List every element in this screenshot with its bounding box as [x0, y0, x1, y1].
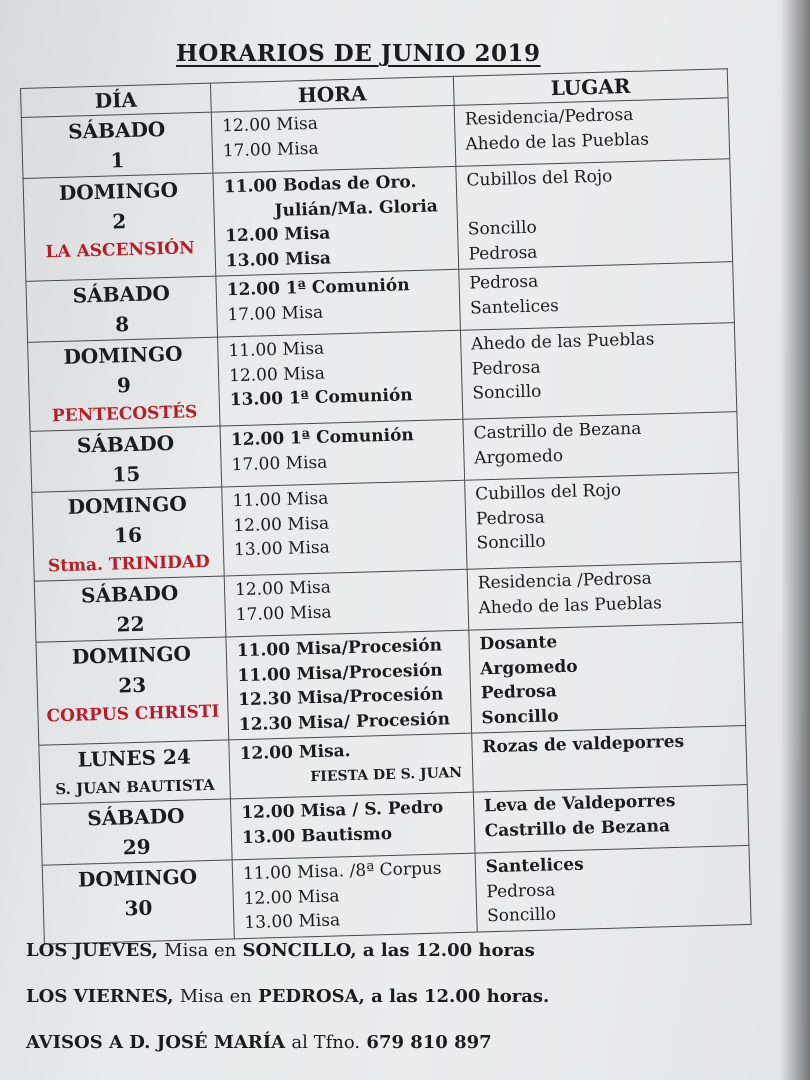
feast-label: S. JUAN BAUTISTA [55, 775, 215, 799]
place-cell [460, 323, 737, 420]
hour-cell [222, 480, 467, 576]
place-entry: Soncillo [486, 904, 557, 927]
place-entry: Residencia /Pedrosa [477, 568, 652, 594]
day-number: 2 [111, 209, 127, 234]
place-entry: Pedrosa [471, 357, 541, 379]
day-name: SÁBADO [67, 116, 166, 144]
place-cell [456, 159, 733, 270]
place-cell [464, 473, 741, 570]
day-cell [26, 276, 218, 342]
note-friday [26, 982, 549, 1028]
notes-section [26, 936, 549, 1074]
header-day: DÍA [21, 83, 212, 117]
hour-entry: 12.00 Misa [243, 885, 340, 909]
day-name: SÁBADO [72, 280, 171, 308]
place-entry: Pedrosa [486, 879, 556, 902]
day-name: DOMINGO [67, 491, 188, 519]
day-cell [21, 112, 213, 178]
page-title: HORARIOS DE JUNIO 2019 [176, 40, 541, 67]
hour-entry: 13.00 Misa [233, 537, 331, 561]
feast-label: LA ASCENSIÓN [45, 238, 195, 263]
feast-label: PENTECOSTÉS [51, 402, 198, 427]
hour-cell [232, 853, 477, 938]
day-number: 15 [112, 461, 141, 487]
hour-entry: 12.30 Misa/ Procesión [238, 708, 451, 735]
hour-entry: 12.00 1ª Comunión [230, 425, 415, 451]
hour-cell [216, 269, 460, 337]
hour-entry: 13.00 1ª Comunión [229, 385, 413, 411]
hour-entry: 12.00 Misa [228, 363, 326, 386]
place-entry: Cubillos del Rojo [466, 166, 613, 191]
place-entry: Leva de Valdeporres [483, 790, 676, 817]
day-cell [41, 799, 233, 865]
place-entry: Soncillo [467, 217, 538, 240]
hour-entry: 12.00 Misa [224, 223, 331, 247]
hour-entry: 12.30 Misa/Procesión [237, 684, 444, 711]
day-cell [34, 576, 226, 642]
hour-entry: 11.00 Misa [232, 488, 329, 512]
hour-entry: 17.00 Misa [235, 602, 332, 625]
place-cell [475, 845, 751, 931]
day-cell [42, 860, 234, 944]
place-cell [473, 784, 749, 853]
day-name: DOMINGO [58, 177, 179, 205]
day-name: DOMINGO [71, 641, 192, 669]
place-entry: Argomedo [479, 656, 578, 679]
hour-entry: Julián/Ma. Gloria [274, 195, 439, 221]
hour-entry: 11.00 Misa/Procesión [236, 635, 443, 662]
header-hour: HORA [210, 76, 453, 112]
day-number: 1 [110, 148, 125, 173]
note-thursday-time: a las 12.00 horas [362, 940, 535, 961]
hour-cell [211, 105, 455, 173]
hour-entry: 11.00 Misa [228, 338, 325, 362]
place-entry: Soncillo [481, 705, 559, 728]
place-entry: Residencia/Pedrosa [464, 104, 634, 130]
hour-cell [226, 630, 472, 740]
hour-entry: 11.00 Bodas de Oro. [223, 171, 417, 198]
note-thursday-text: Misa en [164, 940, 237, 961]
hour-entry: 13.00 Misa [225, 247, 332, 271]
note-friday-time: a las 12.00 horas. [371, 986, 550, 1007]
place-cell [471, 725, 747, 792]
place-entry: Castrillo de Bezana [473, 418, 642, 444]
day-number: 29 [122, 834, 151, 860]
schedule-table [20, 68, 752, 944]
day-name: DOMINGO [77, 864, 198, 892]
place-cell [467, 562, 743, 631]
place-entry: Rozas de valdeporres [482, 731, 685, 758]
hour-entry: 12.00 Misa [221, 113, 319, 137]
day-name: LUNES 24 [77, 744, 192, 772]
day-number: 16 [113, 522, 143, 548]
hour-cell [224, 569, 468, 637]
day-cell [32, 487, 224, 581]
hour-cell [220, 419, 464, 487]
hour-entry: 13.00 Bautismo [241, 823, 393, 848]
place-cell [469, 623, 746, 734]
note-contact-label: al Tfno. [291, 1032, 361, 1053]
day-number: 22 [116, 611, 145, 637]
day-cell [28, 337, 220, 431]
day-cell [23, 173, 216, 281]
place-entry: Argomedo [473, 445, 564, 468]
note-friday-text: Misa en [179, 986, 252, 1007]
note-thursday-place: SONCILLO, [242, 940, 357, 961]
hour-entry: FIESTA DE S. JUAN [310, 764, 463, 785]
header-place: LUGAR [453, 69, 728, 106]
day-cell [36, 637, 229, 745]
place-cell [458, 262, 734, 331]
day-number: 30 [124, 895, 153, 921]
day-name: SÁBADO [76, 430, 175, 458]
hour-entry: 17.00 Misa [231, 452, 328, 475]
note-thursday-day: LOS JUEVES, [26, 940, 158, 961]
note-thursday [26, 936, 549, 982]
hour-entry: 12.00 Misa / S. Pedro [241, 797, 444, 824]
note-friday-place: PEDROSA, [258, 986, 365, 1007]
day-name: SÁBADO [80, 580, 179, 608]
table-row [36, 623, 746, 746]
hour-cell [230, 792, 474, 860]
hour-cell [218, 330, 463, 426]
feast-label: CORPUS CHRISTI [46, 701, 220, 727]
hour-entry: 13.00 Misa [244, 910, 341, 934]
hour-cell [229, 733, 473, 799]
place-cell [454, 98, 730, 167]
place-entry: Ahedo de las Pueblas [470, 329, 655, 355]
feast-label: Stma. TRINIDAD [47, 551, 211, 577]
place-entry: Dosante [479, 632, 558, 655]
hour-entry: 12.00 Misa [233, 513, 330, 536]
place-entry: Soncillo [472, 381, 542, 404]
place-entry: Cubillos del Rojo [475, 480, 622, 505]
day-number: 8 [114, 312, 130, 337]
hour-entry: 12.00 Misa [234, 577, 332, 601]
day-cell [30, 426, 222, 492]
hour-entry: 12.00 Misa. [239, 741, 351, 765]
note-contact-phone: 679 810 897 [366, 1032, 492, 1053]
note-contact-name: AVISOS A D. JOSÉ MARÍA [26, 1032, 286, 1053]
hour-entry: 17.00 Misa [227, 302, 324, 325]
place-entry: Pedrosa [469, 271, 539, 294]
day-cell [39, 740, 231, 804]
hour-entry: 11.00 Misa/Procesión [237, 659, 443, 686]
page-edge-shadow [780, 0, 810, 1080]
place-entry: Santelices [469, 295, 560, 319]
place-entry: Ahedo de las Pueblas [478, 592, 663, 618]
place-cell [463, 412, 739, 481]
hour-cell [213, 166, 459, 276]
day-name: SÁBADO [87, 803, 185, 831]
hour-entry: 11.00 Misa. /8ª Corpus [242, 858, 442, 885]
note-contact [26, 1028, 549, 1074]
place-entry: Pedrosa [468, 242, 538, 265]
place-entry: Soncillo [476, 531, 546, 554]
hour-entry: 17.00 Misa [222, 138, 319, 161]
place-entry: Castrillo de Bezana [484, 815, 671, 841]
place-entry: Pedrosa [480, 681, 558, 704]
day-name: DOMINGO [63, 341, 183, 369]
day-number: 23 [117, 672, 147, 698]
place-entry: Santelices [485, 854, 584, 878]
place-entry: Ahedo de las Pueblas [465, 128, 650, 155]
day-number: 9 [116, 373, 132, 398]
table-row [23, 159, 733, 282]
hour-entry: 12.00 1ª Comunión [226, 275, 410, 301]
place-entry: Pedrosa [475, 507, 546, 529]
note-friday-day: LOS VIERNES, [26, 986, 174, 1007]
